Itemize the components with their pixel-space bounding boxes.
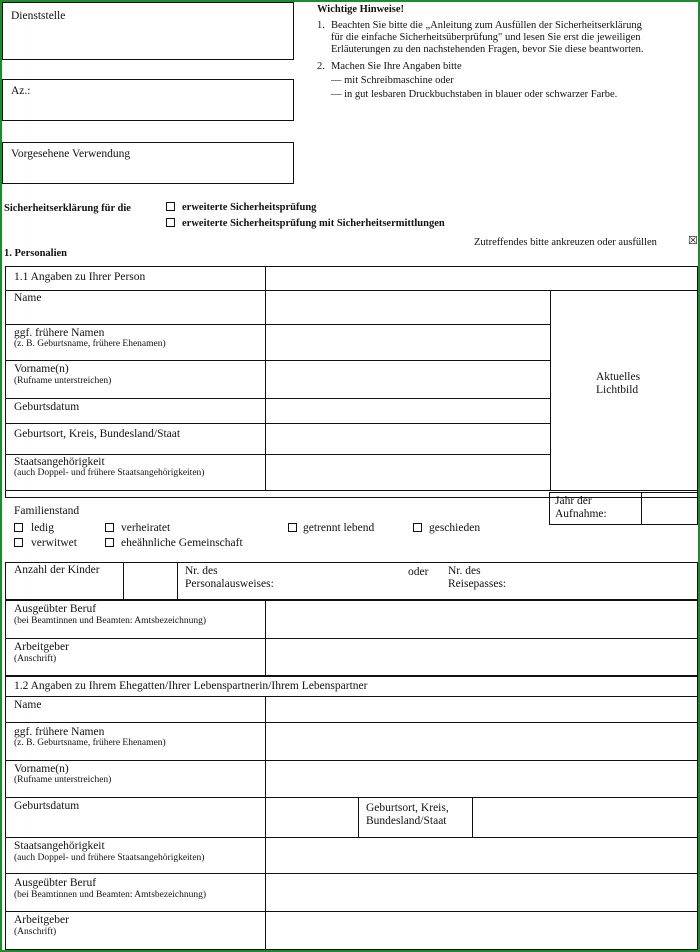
- passport-number-field[interactable]: [522, 576, 692, 596]
- occupation-hint: (bei Beamtinnen und Beamten: Amtsbezeichnung): [14, 616, 207, 626]
- occupation-label: Ausgeübter Beruf: [14, 603, 97, 615]
- former-names-hint: (z. B. Geburtsname, frühere Ehenamen): [14, 339, 166, 349]
- hint-2-line-3: — in gut lesbaren Druckbuchstaben in blauer oder schwarzer Farbe.: [331, 89, 618, 100]
- spouse-citizenship-label: Staatsangehörigkeit: [14, 840, 105, 852]
- spouse-first-names-field[interactable]: [267, 762, 696, 796]
- hint-2-number: 2.: [317, 61, 325, 72]
- dienststelle-field[interactable]: [2, 2, 294, 60]
- verwendung-label: Vorgesehene Verwendung: [11, 148, 131, 160]
- id-label-line-1: Nr. des: [185, 565, 218, 577]
- spouse-citizenship-hint: (auch Doppel- und frühere Staatsangehörigkeiten): [14, 853, 205, 863]
- hint-1-number: 1.: [317, 20, 325, 31]
- employer-hint: (Anschrift): [14, 654, 57, 664]
- hints-title: Wichtige Hinweise!: [317, 4, 405, 15]
- az-label: Az.:: [11, 85, 31, 97]
- section-1-title: 1. Personalien: [4, 248, 67, 259]
- former-names-label: ggf. frühere Namen: [14, 327, 105, 339]
- spouse-first-names-label: Vorname(n): [14, 763, 69, 775]
- spouse-birth-place-label-line-1: Geburtsort, Kreis,: [366, 802, 449, 814]
- hint-2-line-1: Machen Sie Ihre Angaben bitte: [331, 61, 462, 72]
- spouse-occupation-label: Ausgeübter Beruf: [14, 877, 97, 889]
- status-verwitwet-label: verwitwet: [31, 537, 77, 549]
- hint-2-line-2: — mit Schreibmaschine oder: [331, 75, 454, 86]
- id-number-field[interactable]: [297, 576, 397, 596]
- spouse-birth-date-label: Geburtsdatum: [14, 800, 80, 812]
- spouse-occupation-hint: (bei Beamtinnen und Beamten: Amtsbezeichnung): [14, 890, 207, 900]
- children-label: Anzahl der Kinder: [14, 564, 100, 576]
- instruction-text: Zutreffendes bitte ankreuzen oder ausfüllen: [474, 237, 657, 248]
- spouse-birth-place-label-line-2: Bundesland/Staat: [366, 815, 447, 827]
- spouse-employer-label: Arbeitgeber: [14, 914, 69, 926]
- occupation-field[interactable]: [267, 602, 696, 637]
- employer-label: Arbeitgeber: [14, 641, 69, 653]
- birth-date-label: Geburtsdatum: [14, 401, 80, 413]
- first-names-label: Vorname(n): [14, 363, 69, 375]
- id-label-line-2: Personalausweises:: [185, 578, 274, 590]
- photo-field[interactable]: [552, 292, 696, 488]
- status-verheiratet-label: verheiratet: [121, 522, 171, 534]
- hint-1-line-2: für die einfache Sicherheitsüberprüfung" und lesen Sie erst die jeweiligen: [331, 32, 641, 43]
- spouse-section-title: 1.2 Angaben zu Ihrem Ehegatten/Ihrer Lebenspartnerin/Ihrem Lebenspartner: [14, 680, 368, 692]
- citizenship-hint: (auch Doppel- und frühere Staatsangehörigkeiten): [14, 468, 205, 478]
- or-label: oder: [408, 566, 429, 578]
- passport-label-line-2: Reisepasses:: [448, 578, 507, 590]
- hint-1-line-3: Erläuterungen zu den nachstehenden Fragen, bevor Sie diese beantworten.: [331, 44, 644, 55]
- spouse-citizenship-field[interactable]: [267, 839, 696, 872]
- status-eheaehnlich-label: eheähnliche Gemeinschaft: [121, 537, 243, 549]
- spouse-birth-place-field[interactable]: [474, 799, 696, 836]
- former-names-field[interactable]: [267, 326, 549, 359]
- photo-label-line-2: Lichtbild: [596, 384, 639, 396]
- birth-date-field[interactable]: [267, 400, 549, 422]
- dienststelle-label: Dienststelle: [11, 10, 66, 22]
- citizenship-label: Staatsangehörigkeit: [14, 456, 105, 468]
- status-getrennt-checkbox[interactable]: [288, 523, 297, 532]
- spouse-former-names-field[interactable]: [267, 724, 696, 759]
- photo-label-line-1: Aktuelles: [596, 371, 641, 383]
- children-field[interactable]: [125, 564, 175, 598]
- hint-1-line-1: Beachten Sie bitte die „Anleitung zum Ausfüllen der Sicherheitserklärung: [331, 20, 642, 31]
- spouse-former-names-label: ggf. frühere Namen: [14, 726, 105, 738]
- spouse-name-label: Name: [14, 699, 42, 711]
- first-names-hint: (Rufname unterstreichen): [14, 376, 112, 386]
- birth-place-field[interactable]: [267, 425, 549, 453]
- citizenship-field[interactable]: [267, 456, 549, 489]
- year-label-line-1: Jahr der: [555, 495, 592, 507]
- option-extended-checkbox[interactable]: [166, 202, 175, 211]
- spouse-employer-hint: (Anschrift): [14, 927, 57, 937]
- status-geschieden-checkbox[interactable]: [413, 523, 422, 532]
- name-field[interactable]: [267, 292, 549, 323]
- year-field[interactable]: [643, 494, 696, 523]
- year-label-line-2: Aufnahme:: [555, 508, 607, 520]
- verwendung-field[interactable]: [2, 142, 294, 184]
- status-ledig-checkbox[interactable]: [14, 523, 23, 532]
- status-getrennt-label: getrennt lebend: [303, 522, 375, 534]
- status-eheaehnlich-checkbox[interactable]: [105, 538, 114, 547]
- birth-place-label: Geburtsort, Kreis, Bundesland/Staat: [14, 428, 181, 440]
- declaration-label: Sicherheitserklärung für die: [4, 203, 131, 214]
- checked-box-icon: ☒: [688, 235, 698, 247]
- employer-field[interactable]: [267, 640, 696, 675]
- spouse-birth-date-field[interactable]: [267, 799, 357, 836]
- spouse-employer-field[interactable]: [267, 913, 696, 948]
- family-status-label: Familienstand: [14, 505, 80, 517]
- status-ledig-label: ledig: [31, 522, 54, 534]
- status-verwitwet-checkbox[interactable]: [14, 538, 23, 547]
- spouse-former-names-hint: (z. B. Geburtsname, frühere Ehenamen): [14, 738, 166, 748]
- name-label: Name: [14, 292, 42, 304]
- spouse-first-names-hint: (Rufname unterstreichen): [14, 775, 112, 785]
- person-section-title: 1.1 Angaben zu Ihrer Person: [14, 271, 146, 283]
- first-names-field[interactable]: [267, 362, 549, 397]
- option-extended-investigation-label: erweiterte Sicherheitsprüfung mit Sicherheitsermittlungen: [182, 218, 445, 229]
- option-extended-label: erweiterte Sicherheitsprüfung: [182, 202, 317, 213]
- status-geschieden-label: geschieden: [429, 522, 481, 534]
- az-field[interactable]: [2, 79, 294, 121]
- spouse-name-field[interactable]: [267, 698, 696, 721]
- status-verheiratet-checkbox[interactable]: [105, 523, 114, 532]
- option-extended-investigation-checkbox[interactable]: [166, 218, 175, 227]
- spouse-occupation-field[interactable]: [267, 875, 696, 910]
- passport-label-line-1: Nr. des: [448, 565, 481, 577]
